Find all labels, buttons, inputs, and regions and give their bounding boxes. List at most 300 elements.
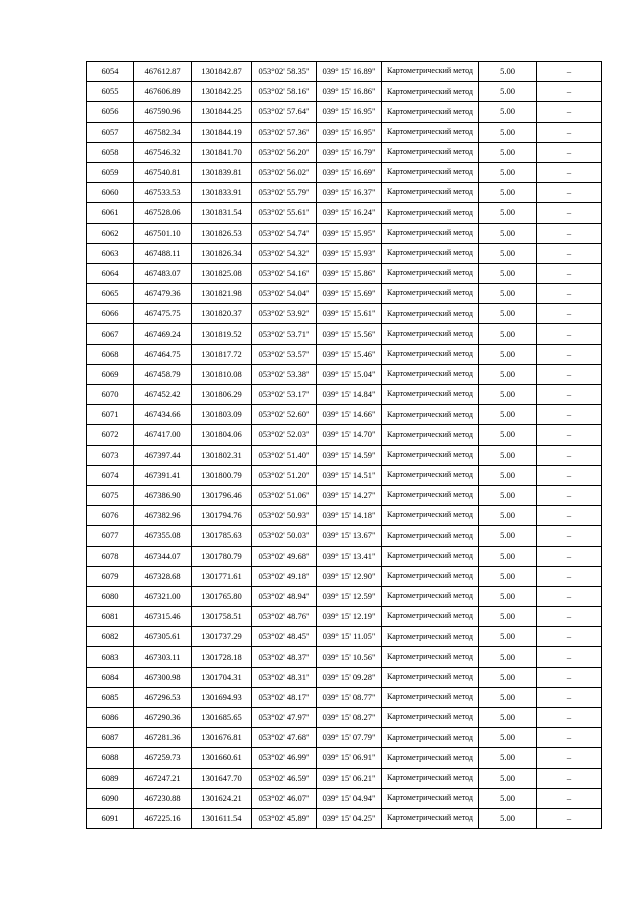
note-cell: – bbox=[537, 526, 602, 546]
longitude-cell: 039° 15' 15.69" bbox=[317, 284, 382, 304]
latitude-cell: 053°02' 53.92" bbox=[252, 304, 317, 324]
longitude-cell: 039° 15' 08.77" bbox=[317, 687, 382, 707]
point-number-cell: 6059 bbox=[87, 162, 134, 182]
longitude-cell: 039° 15' 15.46" bbox=[317, 344, 382, 364]
longitude-cell: 039° 15' 15.04" bbox=[317, 364, 382, 384]
x-coordinate-cell: 467533.53 bbox=[134, 183, 192, 203]
longitude-cell: 039° 15' 12.90" bbox=[317, 566, 382, 586]
x-coordinate-cell: 467590.96 bbox=[134, 102, 192, 122]
x-coordinate-cell: 467483.07 bbox=[134, 263, 192, 283]
longitude-cell: 039° 15' 07.79" bbox=[317, 728, 382, 748]
latitude-cell: 053°02' 53.71" bbox=[252, 324, 317, 344]
x-coordinate-cell: 467546.32 bbox=[134, 142, 192, 162]
y-coordinate-cell: 1301844.19 bbox=[192, 122, 252, 142]
y-coordinate-cell: 1301819.52 bbox=[192, 324, 252, 344]
latitude-cell: 053°02' 51.06" bbox=[252, 485, 317, 505]
point-number-cell: 6080 bbox=[87, 586, 134, 606]
y-coordinate-cell: 1301831.54 bbox=[192, 203, 252, 223]
method-cell: Картометрический метод bbox=[382, 768, 479, 788]
latitude-cell: 053°02' 50.03" bbox=[252, 526, 317, 546]
y-coordinate-cell: 1301676.81 bbox=[192, 728, 252, 748]
note-cell: – bbox=[537, 546, 602, 566]
longitude-cell: 039° 15' 15.95" bbox=[317, 223, 382, 243]
longitude-cell: 039° 15' 12.19" bbox=[317, 607, 382, 627]
method-cell: Картометрический метод bbox=[382, 485, 479, 505]
y-coordinate-cell: 1301821.98 bbox=[192, 284, 252, 304]
y-coordinate-cell: 1301758.51 bbox=[192, 607, 252, 627]
x-coordinate-cell: 467582.34 bbox=[134, 122, 192, 142]
y-coordinate-cell: 1301826.34 bbox=[192, 243, 252, 263]
longitude-cell: 039° 15' 08.27" bbox=[317, 708, 382, 728]
latitude-cell: 053°02' 50.93" bbox=[252, 506, 317, 526]
latitude-cell: 053°02' 48.94" bbox=[252, 586, 317, 606]
method-cell: Картометрический метод bbox=[382, 203, 479, 223]
latitude-cell: 053°02' 47.97" bbox=[252, 708, 317, 728]
latitude-cell: 053°02' 48.31" bbox=[252, 667, 317, 687]
longitude-cell: 039° 15' 16.86" bbox=[317, 82, 382, 102]
y-coordinate-cell: 1301842.87 bbox=[192, 62, 252, 82]
accuracy-cell: 5.00 bbox=[479, 162, 537, 182]
accuracy-cell: 5.00 bbox=[479, 344, 537, 364]
note-cell: – bbox=[537, 425, 602, 445]
method-cell: Картометрический метод bbox=[382, 82, 479, 102]
method-cell: Картометрический метод bbox=[382, 788, 479, 808]
latitude-cell: 053°02' 53.38" bbox=[252, 364, 317, 384]
accuracy-cell: 5.00 bbox=[479, 425, 537, 445]
point-number-cell: 6072 bbox=[87, 425, 134, 445]
x-coordinate-cell: 467315.46 bbox=[134, 607, 192, 627]
point-number-cell: 6066 bbox=[87, 304, 134, 324]
point-number-cell: 6085 bbox=[87, 687, 134, 707]
table-row bbox=[87, 586, 602, 606]
y-coordinate-cell: 1301842.25 bbox=[192, 82, 252, 102]
point-number-cell: 6086 bbox=[87, 708, 134, 728]
point-number-cell: 6089 bbox=[87, 768, 134, 788]
note-cell: – bbox=[537, 788, 602, 808]
method-cell: Картометрический метод bbox=[382, 405, 479, 425]
note-cell: – bbox=[537, 566, 602, 586]
method-cell: Картометрический метод bbox=[382, 607, 479, 627]
table-row bbox=[87, 142, 602, 162]
method-cell: Картометрический метод bbox=[382, 526, 479, 546]
table-row bbox=[87, 344, 602, 364]
longitude-cell: 039° 15' 16.95" bbox=[317, 122, 382, 142]
x-coordinate-cell: 467344.07 bbox=[134, 546, 192, 566]
accuracy-cell: 5.00 bbox=[479, 485, 537, 505]
method-cell: Картометрический метод bbox=[382, 183, 479, 203]
method-cell: Картометрический метод bbox=[382, 728, 479, 748]
x-coordinate-cell: 467417.00 bbox=[134, 425, 192, 445]
latitude-cell: 053°02' 53.57" bbox=[252, 344, 317, 364]
accuracy-cell: 5.00 bbox=[479, 142, 537, 162]
latitude-cell: 053°02' 48.17" bbox=[252, 687, 317, 707]
x-coordinate-cell: 467386.90 bbox=[134, 485, 192, 505]
y-coordinate-cell: 1301803.09 bbox=[192, 405, 252, 425]
longitude-cell: 039° 15' 14.18" bbox=[317, 506, 382, 526]
accuracy-cell: 5.00 bbox=[479, 465, 537, 485]
point-number-cell: 6062 bbox=[87, 223, 134, 243]
latitude-cell: 053°02' 48.37" bbox=[252, 647, 317, 667]
accuracy-cell: 5.00 bbox=[479, 385, 537, 405]
accuracy-cell: 5.00 bbox=[479, 263, 537, 283]
table-row bbox=[87, 506, 602, 526]
longitude-cell: 039° 15' 06.21" bbox=[317, 768, 382, 788]
method-cell: Картометрический метод bbox=[382, 667, 479, 687]
y-coordinate-cell: 1301817.72 bbox=[192, 344, 252, 364]
method-cell: Картометрический метод bbox=[382, 506, 479, 526]
method-cell: Картометрический метод bbox=[382, 243, 479, 263]
y-coordinate-cell: 1301826.53 bbox=[192, 223, 252, 243]
table-row bbox=[87, 183, 602, 203]
longitude-cell: 039° 15' 09.28" bbox=[317, 667, 382, 687]
note-cell: – bbox=[537, 142, 602, 162]
latitude-cell: 053°02' 54.74" bbox=[252, 223, 317, 243]
table-row bbox=[87, 425, 602, 445]
point-number-cell: 6087 bbox=[87, 728, 134, 748]
accuracy-cell: 5.00 bbox=[479, 768, 537, 788]
accuracy-cell: 5.00 bbox=[479, 82, 537, 102]
latitude-cell: 053°02' 56.02" bbox=[252, 162, 317, 182]
point-number-cell: 6064 bbox=[87, 263, 134, 283]
point-number-cell: 6057 bbox=[87, 122, 134, 142]
latitude-cell: 053°02' 51.40" bbox=[252, 445, 317, 465]
table-row bbox=[87, 82, 602, 102]
accuracy-cell: 5.00 bbox=[479, 808, 537, 828]
x-coordinate-cell: 467397.44 bbox=[134, 445, 192, 465]
longitude-cell: 039° 15' 14.66" bbox=[317, 405, 382, 425]
note-cell: – bbox=[537, 304, 602, 324]
coordinates-table bbox=[86, 61, 602, 829]
x-coordinate-cell: 467300.98 bbox=[134, 667, 192, 687]
method-cell: Картометрический метод bbox=[382, 385, 479, 405]
point-number-cell: 6065 bbox=[87, 284, 134, 304]
accuracy-cell: 5.00 bbox=[479, 183, 537, 203]
accuracy-cell: 5.00 bbox=[479, 667, 537, 687]
x-coordinate-cell: 467290.36 bbox=[134, 708, 192, 728]
y-coordinate-cell: 1301810.08 bbox=[192, 364, 252, 384]
table-row bbox=[87, 465, 602, 485]
point-number-cell: 6070 bbox=[87, 385, 134, 405]
method-cell: Картометрический метод bbox=[382, 62, 479, 82]
table-row bbox=[87, 243, 602, 263]
x-coordinate-cell: 467321.00 bbox=[134, 586, 192, 606]
accuracy-cell: 5.00 bbox=[479, 526, 537, 546]
note-cell: – bbox=[537, 586, 602, 606]
point-number-cell: 6091 bbox=[87, 808, 134, 828]
x-coordinate-cell: 467475.75 bbox=[134, 304, 192, 324]
x-coordinate-cell: 467281.36 bbox=[134, 728, 192, 748]
method-cell: Картометрический метод bbox=[382, 808, 479, 828]
method-cell: Картометрический метод bbox=[382, 162, 479, 182]
longitude-cell: 039° 15' 14.27" bbox=[317, 485, 382, 505]
note-cell: – bbox=[537, 708, 602, 728]
table-row bbox=[87, 445, 602, 465]
accuracy-cell: 5.00 bbox=[479, 445, 537, 465]
table-row bbox=[87, 102, 602, 122]
longitude-cell: 039° 15' 13.67" bbox=[317, 526, 382, 546]
note-cell: – bbox=[537, 667, 602, 687]
y-coordinate-cell: 1301771.61 bbox=[192, 566, 252, 586]
y-coordinate-cell: 1301685.65 bbox=[192, 708, 252, 728]
method-cell: Картометрический метод bbox=[382, 586, 479, 606]
note-cell: – bbox=[537, 748, 602, 768]
table-row bbox=[87, 667, 602, 687]
method-cell: Картометрический метод bbox=[382, 102, 479, 122]
latitude-cell: 053°02' 57.36" bbox=[252, 122, 317, 142]
point-number-cell: 6067 bbox=[87, 324, 134, 344]
latitude-cell: 053°02' 54.32" bbox=[252, 243, 317, 263]
point-number-cell: 6058 bbox=[87, 142, 134, 162]
note-cell: – bbox=[537, 223, 602, 243]
table-row bbox=[87, 647, 602, 667]
table-row bbox=[87, 485, 602, 505]
x-coordinate-cell: 467452.42 bbox=[134, 385, 192, 405]
x-coordinate-cell: 467305.61 bbox=[134, 627, 192, 647]
longitude-cell: 039° 15' 10.56" bbox=[317, 647, 382, 667]
x-coordinate-cell: 467247.21 bbox=[134, 768, 192, 788]
method-cell: Картометрический метод bbox=[382, 142, 479, 162]
y-coordinate-cell: 1301728.18 bbox=[192, 647, 252, 667]
y-coordinate-cell: 1301780.79 bbox=[192, 546, 252, 566]
accuracy-cell: 5.00 bbox=[479, 324, 537, 344]
latitude-cell: 053°02' 53.17" bbox=[252, 385, 317, 405]
accuracy-cell: 5.00 bbox=[479, 223, 537, 243]
y-coordinate-cell: 1301660.61 bbox=[192, 748, 252, 768]
x-coordinate-cell: 467458.79 bbox=[134, 364, 192, 384]
latitude-cell: 053°02' 58.16" bbox=[252, 82, 317, 102]
latitude-cell: 053°02' 47.68" bbox=[252, 728, 317, 748]
note-cell: – bbox=[537, 768, 602, 788]
accuracy-cell: 5.00 bbox=[479, 203, 537, 223]
y-coordinate-cell: 1301804.06 bbox=[192, 425, 252, 445]
accuracy-cell: 5.00 bbox=[479, 62, 537, 82]
x-coordinate-cell: 467528.06 bbox=[134, 203, 192, 223]
method-cell: Картометрический метод bbox=[382, 627, 479, 647]
x-coordinate-cell: 467434.66 bbox=[134, 405, 192, 425]
table-row bbox=[87, 263, 602, 283]
longitude-cell: 039° 15' 16.69" bbox=[317, 162, 382, 182]
method-cell: Картометрический метод bbox=[382, 324, 479, 344]
latitude-cell: 053°02' 48.76" bbox=[252, 607, 317, 627]
x-coordinate-cell: 467230.88 bbox=[134, 788, 192, 808]
table-row bbox=[87, 122, 602, 142]
accuracy-cell: 5.00 bbox=[479, 122, 537, 142]
point-number-cell: 6081 bbox=[87, 607, 134, 627]
x-coordinate-cell: 467259.73 bbox=[134, 748, 192, 768]
x-coordinate-cell: 467540.81 bbox=[134, 162, 192, 182]
point-number-cell: 6060 bbox=[87, 183, 134, 203]
method-cell: Картометрический метод bbox=[382, 687, 479, 707]
method-cell: Картометрический метод bbox=[382, 566, 479, 586]
method-cell: Картометрический метод bbox=[382, 425, 479, 445]
longitude-cell: 039° 15' 14.70" bbox=[317, 425, 382, 445]
table-row bbox=[87, 223, 602, 243]
y-coordinate-cell: 1301704.31 bbox=[192, 667, 252, 687]
accuracy-cell: 5.00 bbox=[479, 647, 537, 667]
note-cell: – bbox=[537, 385, 602, 405]
x-coordinate-cell: 467225.16 bbox=[134, 808, 192, 828]
y-coordinate-cell: 1301796.46 bbox=[192, 485, 252, 505]
x-coordinate-cell: 467606.89 bbox=[134, 82, 192, 102]
longitude-cell: 039° 15' 14.84" bbox=[317, 385, 382, 405]
note-cell: – bbox=[537, 102, 602, 122]
method-cell: Картометрический метод bbox=[382, 122, 479, 142]
method-cell: Картометрический метод bbox=[382, 263, 479, 283]
accuracy-cell: 5.00 bbox=[479, 627, 537, 647]
point-number-cell: 6078 bbox=[87, 546, 134, 566]
note-cell: – bbox=[537, 284, 602, 304]
table-row bbox=[87, 526, 602, 546]
accuracy-cell: 5.00 bbox=[479, 586, 537, 606]
latitude-cell: 053°02' 57.64" bbox=[252, 102, 317, 122]
method-cell: Картометрический метод bbox=[382, 546, 479, 566]
point-number-cell: 6054 bbox=[87, 62, 134, 82]
longitude-cell: 039° 15' 14.59" bbox=[317, 445, 382, 465]
table-row bbox=[87, 788, 602, 808]
y-coordinate-cell: 1301694.93 bbox=[192, 687, 252, 707]
y-coordinate-cell: 1301794.76 bbox=[192, 506, 252, 526]
accuracy-cell: 5.00 bbox=[479, 687, 537, 707]
point-number-cell: 6055 bbox=[87, 82, 134, 102]
table-row bbox=[87, 728, 602, 748]
accuracy-cell: 5.00 bbox=[479, 102, 537, 122]
table-row bbox=[87, 808, 602, 828]
point-number-cell: 6069 bbox=[87, 364, 134, 384]
accuracy-cell: 5.00 bbox=[479, 546, 537, 566]
method-cell: Картометрический метод bbox=[382, 748, 479, 768]
accuracy-cell: 5.00 bbox=[479, 708, 537, 728]
y-coordinate-cell: 1301785.63 bbox=[192, 526, 252, 546]
longitude-cell: 039° 15' 16.24" bbox=[317, 203, 382, 223]
y-coordinate-cell: 1301624.21 bbox=[192, 788, 252, 808]
table-row bbox=[87, 627, 602, 647]
x-coordinate-cell: 467328.68 bbox=[134, 566, 192, 586]
longitude-cell: 039° 15' 11.05" bbox=[317, 627, 382, 647]
y-coordinate-cell: 1301844.25 bbox=[192, 102, 252, 122]
note-cell: – bbox=[537, 162, 602, 182]
table-row bbox=[87, 768, 602, 788]
y-coordinate-cell: 1301839.81 bbox=[192, 162, 252, 182]
y-coordinate-cell: 1301647.70 bbox=[192, 768, 252, 788]
x-coordinate-cell: 467464.75 bbox=[134, 344, 192, 364]
longitude-cell: 039° 15' 15.61" bbox=[317, 304, 382, 324]
point-number-cell: 6056 bbox=[87, 102, 134, 122]
point-number-cell: 6074 bbox=[87, 465, 134, 485]
accuracy-cell: 5.00 bbox=[479, 405, 537, 425]
longitude-cell: 039° 15' 15.86" bbox=[317, 263, 382, 283]
table-row bbox=[87, 405, 602, 425]
point-number-cell: 6088 bbox=[87, 748, 134, 768]
point-number-cell: 6071 bbox=[87, 405, 134, 425]
note-cell: – bbox=[537, 82, 602, 102]
accuracy-cell: 5.00 bbox=[479, 364, 537, 384]
table-row bbox=[87, 284, 602, 304]
point-number-cell: 6083 bbox=[87, 647, 134, 667]
note-cell: – bbox=[537, 687, 602, 707]
note-cell: – bbox=[537, 122, 602, 142]
note-cell: – bbox=[537, 728, 602, 748]
accuracy-cell: 5.00 bbox=[479, 284, 537, 304]
latitude-cell: 053°02' 54.04" bbox=[252, 284, 317, 304]
table-row bbox=[87, 566, 602, 586]
latitude-cell: 053°02' 49.68" bbox=[252, 546, 317, 566]
x-coordinate-cell: 467296.53 bbox=[134, 687, 192, 707]
table-row bbox=[87, 607, 602, 627]
note-cell: – bbox=[537, 485, 602, 505]
note-cell: – bbox=[537, 203, 602, 223]
latitude-cell: 053°02' 52.03" bbox=[252, 425, 317, 445]
accuracy-cell: 5.00 bbox=[479, 243, 537, 263]
y-coordinate-cell: 1301765.80 bbox=[192, 586, 252, 606]
table-row bbox=[87, 162, 602, 182]
y-coordinate-cell: 1301737.29 bbox=[192, 627, 252, 647]
method-cell: Картометрический метод bbox=[382, 223, 479, 243]
table-row bbox=[87, 708, 602, 728]
note-cell: – bbox=[537, 364, 602, 384]
point-number-cell: 6077 bbox=[87, 526, 134, 546]
note-cell: – bbox=[537, 465, 602, 485]
accuracy-cell: 5.00 bbox=[479, 748, 537, 768]
longitude-cell: 039° 15' 04.94" bbox=[317, 788, 382, 808]
longitude-cell: 039° 15' 04.25" bbox=[317, 808, 382, 828]
table-body bbox=[87, 62, 602, 829]
x-coordinate-cell: 467391.41 bbox=[134, 465, 192, 485]
y-coordinate-cell: 1301611.54 bbox=[192, 808, 252, 828]
y-coordinate-cell: 1301841.70 bbox=[192, 142, 252, 162]
note-cell: – bbox=[537, 445, 602, 465]
note-cell: – bbox=[537, 183, 602, 203]
longitude-cell: 039° 15' 12.59" bbox=[317, 586, 382, 606]
x-coordinate-cell: 467501.10 bbox=[134, 223, 192, 243]
x-coordinate-cell: 467382.96 bbox=[134, 506, 192, 526]
note-cell: – bbox=[537, 647, 602, 667]
latitude-cell: 053°02' 55.79" bbox=[252, 183, 317, 203]
note-cell: – bbox=[537, 243, 602, 263]
accuracy-cell: 5.00 bbox=[479, 506, 537, 526]
latitude-cell: 053°02' 49.18" bbox=[252, 566, 317, 586]
y-coordinate-cell: 1301800.79 bbox=[192, 465, 252, 485]
x-coordinate-cell: 467479.36 bbox=[134, 284, 192, 304]
accuracy-cell: 5.00 bbox=[479, 566, 537, 586]
longitude-cell: 039° 15' 15.56" bbox=[317, 324, 382, 344]
method-cell: Картометрический метод bbox=[382, 344, 479, 364]
note-cell: – bbox=[537, 62, 602, 82]
note-cell: – bbox=[537, 263, 602, 283]
method-cell: Картометрический метод bbox=[382, 364, 479, 384]
y-coordinate-cell: 1301833.91 bbox=[192, 183, 252, 203]
point-number-cell: 6076 bbox=[87, 506, 134, 526]
longitude-cell: 039° 15' 06.91" bbox=[317, 748, 382, 768]
note-cell: – bbox=[537, 506, 602, 526]
point-number-cell: 6084 bbox=[87, 667, 134, 687]
latitude-cell: 053°02' 46.59" bbox=[252, 768, 317, 788]
table-row bbox=[87, 324, 602, 344]
longitude-cell: 039° 15' 16.79" bbox=[317, 142, 382, 162]
x-coordinate-cell: 467488.11 bbox=[134, 243, 192, 263]
latitude-cell: 053°02' 46.07" bbox=[252, 788, 317, 808]
point-number-cell: 6073 bbox=[87, 445, 134, 465]
point-number-cell: 6061 bbox=[87, 203, 134, 223]
method-cell: Картометрический метод bbox=[382, 284, 479, 304]
accuracy-cell: 5.00 bbox=[479, 304, 537, 324]
note-cell: – bbox=[537, 808, 602, 828]
latitude-cell: 053°02' 55.61" bbox=[252, 203, 317, 223]
x-coordinate-cell: 467303.11 bbox=[134, 647, 192, 667]
table-row bbox=[87, 687, 602, 707]
longitude-cell: 039° 15' 16.37" bbox=[317, 183, 382, 203]
longitude-cell: 039° 15' 16.89" bbox=[317, 62, 382, 82]
accuracy-cell: 5.00 bbox=[479, 728, 537, 748]
